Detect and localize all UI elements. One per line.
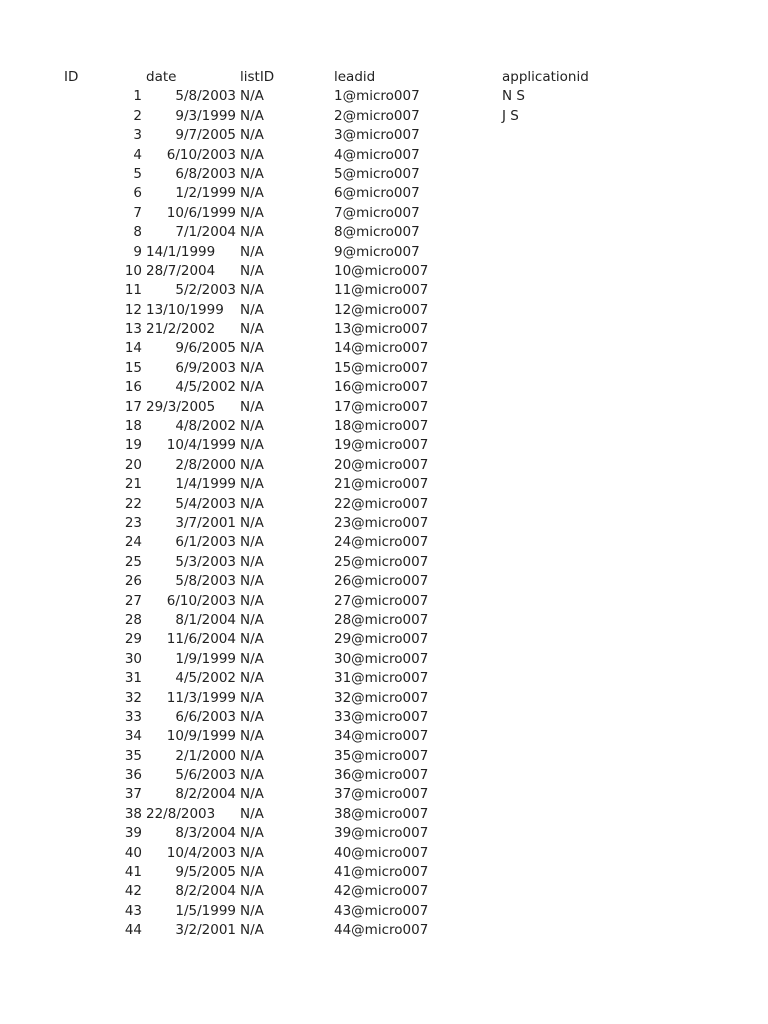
cell-listid: N/A [240, 922, 264, 939]
cell-leadid: 39@micro007 [334, 825, 429, 842]
cell-listid: N/A [240, 902, 264, 919]
column-header-applicationid: applicationid [502, 69, 589, 85]
cell-listid: N/A [240, 418, 264, 435]
cell-listid: N/A [240, 883, 264, 900]
column-header-date: date [146, 69, 177, 85]
cell-id: 43 [124, 902, 142, 919]
cell-date: 9/3/1999 [175, 107, 236, 124]
cell-id: 36 [124, 767, 142, 784]
table-row [0, 417, 768, 436]
cell-date: 3/2/2001 [175, 922, 236, 939]
table-row [0, 223, 768, 242]
cell-date: 6/10/2003 [166, 146, 236, 163]
cell-date: 4/5/2002 [175, 379, 236, 396]
cell-leadid: 35@micro007 [334, 747, 429, 764]
cell-date: 6/6/2003 [175, 708, 236, 725]
cell-date: 11/6/2004 [166, 631, 236, 648]
cell-date: 10/6/1999 [166, 204, 236, 221]
table-row [0, 863, 768, 882]
cell-id: 8 [133, 224, 142, 241]
cell-leadid: 8@micro007 [334, 224, 420, 241]
table-row [0, 107, 768, 126]
cell-date: 1/2/1999 [175, 185, 236, 202]
cell-date: 3/7/2001 [175, 514, 236, 531]
table-row [0, 785, 768, 804]
cell-listid: N/A [240, 573, 264, 590]
cell-date: 5/3/2003 [175, 553, 236, 570]
table-row [0, 727, 768, 746]
cell-id: 2 [133, 107, 142, 124]
cell-date: 8/1/2004 [175, 611, 236, 628]
table-row [0, 766, 768, 785]
cell-leadid: 31@micro007 [334, 670, 429, 687]
table-row [0, 747, 768, 766]
cell-listid: N/A [240, 340, 264, 357]
cell-date: 2/8/2000 [175, 456, 236, 473]
cell-id: 18 [124, 418, 142, 435]
cell-listid: N/A [240, 670, 264, 687]
cell-leadid: 42@micro007 [334, 883, 429, 900]
cell-date: 21/2/2002 [146, 321, 216, 338]
cell-leadid: 40@micro007 [334, 844, 429, 861]
cell-date: 29/3/2005 [146, 398, 216, 415]
cell-id: 11 [124, 282, 142, 299]
cell-listid: N/A [240, 107, 264, 124]
cell-date: 10/4/1999 [166, 437, 236, 454]
cell-id: 23 [124, 514, 142, 531]
cell-listid: N/A [240, 185, 264, 202]
table-row [0, 301, 768, 320]
cell-date: 5/6/2003 [175, 767, 236, 784]
cell-date: 5/8/2003 [175, 573, 236, 590]
cell-id: 27 [124, 592, 142, 609]
cell-id: 16 [124, 379, 142, 396]
cell-date: 6/8/2003 [175, 165, 236, 182]
column-header-id: ID [64, 69, 79, 85]
table-row [0, 475, 768, 494]
cell-listid: N/A [240, 514, 264, 531]
cell-date: 9/7/2005 [175, 127, 236, 144]
table-row [0, 126, 768, 145]
cell-leadid: 44@micro007 [334, 922, 429, 939]
table-row [0, 359, 768, 378]
cell-id: 25 [124, 553, 142, 570]
cell-leadid: 14@micro007 [334, 340, 429, 357]
cell-leadid: 28@micro007 [334, 611, 429, 628]
cell-listid: N/A [240, 301, 264, 318]
table-row [0, 146, 768, 165]
cell-id: 35 [124, 747, 142, 764]
cell-id: 42 [124, 883, 142, 900]
cell-id: 44 [124, 922, 142, 939]
cell-leadid: 32@micro007 [334, 689, 429, 706]
cell-date: 6/9/2003 [175, 359, 236, 376]
cell-listid: N/A [240, 864, 264, 881]
cell-listid: N/A [240, 728, 264, 745]
cell-date: 6/1/2003 [175, 534, 236, 551]
table-row [0, 805, 768, 824]
cell-date: 10/9/1999 [166, 728, 236, 745]
cell-date: 4/8/2002 [175, 418, 236, 435]
cell-id: 4 [133, 146, 142, 163]
cell-listid: N/A [240, 689, 264, 706]
cell-id: 12 [124, 301, 142, 318]
cell-listid: N/A [240, 437, 264, 454]
cell-date: 9/6/2005 [175, 340, 236, 357]
cell-leadid: 15@micro007 [334, 359, 429, 376]
cell-listid: N/A [240, 88, 264, 105]
table-row [0, 630, 768, 649]
cell-date: 11/3/1999 [166, 689, 236, 706]
cell-leadid: 17@micro007 [334, 398, 429, 415]
cell-leadid: 41@micro007 [334, 864, 429, 881]
table-row [0, 165, 768, 184]
cell-id: 30 [124, 650, 142, 667]
table-row [0, 708, 768, 727]
cell-date: 5/2/2003 [175, 282, 236, 299]
cell-leadid: 7@micro007 [334, 204, 420, 221]
column-header-leadid: leadid [334, 69, 376, 85]
table-row [0, 398, 768, 417]
cell-id: 17 [124, 398, 142, 415]
cell-leadid: 19@micro007 [334, 437, 429, 454]
cell-leadid: 26@micro007 [334, 573, 429, 590]
cell-listid: N/A [240, 146, 264, 163]
cell-listid: N/A [240, 825, 264, 842]
cell-leadid: 38@micro007 [334, 805, 429, 822]
table-row [0, 844, 768, 863]
cell-date: 13/10/1999 [146, 301, 224, 318]
cell-leadid: 29@micro007 [334, 631, 429, 648]
cell-leadid: 30@micro007 [334, 650, 429, 667]
cell-applicationid: J S [502, 107, 519, 124]
cell-id: 3 [133, 127, 142, 144]
cell-listid: N/A [240, 127, 264, 144]
cell-id: 28 [124, 611, 142, 628]
cell-id: 33 [124, 708, 142, 725]
cell-id: 14 [124, 340, 142, 357]
cell-date: 1/9/1999 [175, 650, 236, 667]
cell-date: 6/10/2003 [166, 592, 236, 609]
cell-date: 1/4/1999 [175, 476, 236, 493]
table-row [0, 553, 768, 572]
table-row [0, 436, 768, 455]
cell-leadid: 1@micro007 [334, 88, 420, 105]
table-row [0, 184, 768, 203]
table-row [0, 650, 768, 669]
cell-id: 40 [124, 844, 142, 861]
table-row [0, 339, 768, 358]
cell-date: 8/2/2004 [175, 883, 236, 900]
cell-id: 39 [124, 825, 142, 842]
cell-date: 28/7/2004 [146, 262, 216, 279]
cell-id: 38 [124, 805, 142, 822]
cell-listid: N/A [240, 708, 264, 725]
cell-date: 22/8/2003 [146, 805, 216, 822]
cell-listid: N/A [240, 786, 264, 803]
cell-date: 8/2/2004 [175, 786, 236, 803]
cell-applicationid: N S [502, 88, 525, 105]
table-row [0, 572, 768, 591]
table-row [0, 669, 768, 688]
cell-leadid: 16@micro007 [334, 379, 429, 396]
table-row [0, 824, 768, 843]
cell-leadid: 9@micro007 [334, 243, 420, 260]
cell-leadid: 3@micro007 [334, 127, 420, 144]
cell-leadid: 10@micro007 [334, 262, 429, 279]
cell-date: 1/5/1999 [175, 902, 236, 919]
cell-id: 9 [133, 243, 142, 260]
table-row [0, 320, 768, 339]
cell-id: 22 [124, 495, 142, 512]
data-table [0, 68, 768, 941]
cell-id: 34 [124, 728, 142, 745]
table-row [0, 495, 768, 514]
cell-id: 20 [124, 456, 142, 473]
cell-leadid: 27@micro007 [334, 592, 429, 609]
cell-id: 15 [124, 359, 142, 376]
cell-date: 9/5/2005 [175, 864, 236, 881]
cell-date: 2/1/2000 [175, 747, 236, 764]
cell-id: 19 [124, 437, 142, 454]
cell-listid: N/A [240, 204, 264, 221]
cell-date: 8/3/2004 [175, 825, 236, 842]
cell-listid: N/A [240, 262, 264, 279]
cell-leadid: 21@micro007 [334, 476, 429, 493]
cell-listid: N/A [240, 631, 264, 648]
cell-id: 26 [124, 573, 142, 590]
cell-date: 4/5/2002 [175, 670, 236, 687]
cell-listid: N/A [240, 282, 264, 299]
table-row [0, 611, 768, 630]
cell-leadid: 33@micro007 [334, 708, 429, 725]
cell-listid: N/A [240, 592, 264, 609]
cell-listid: N/A [240, 398, 264, 415]
cell-leadid: 2@micro007 [334, 107, 420, 124]
table-body [0, 87, 768, 940]
cell-listid: N/A [240, 243, 264, 260]
table-row [0, 243, 768, 262]
cell-listid: N/A [240, 495, 264, 512]
table-row [0, 514, 768, 533]
cell-id: 29 [124, 631, 142, 648]
table-row [0, 87, 768, 106]
table-row [0, 533, 768, 552]
cell-id: 7 [133, 204, 142, 221]
cell-leadid: 37@micro007 [334, 786, 429, 803]
cell-listid: N/A [240, 456, 264, 473]
cell-leadid: 23@micro007 [334, 514, 429, 531]
table-row [0, 689, 768, 708]
cell-leadid: 24@micro007 [334, 534, 429, 551]
cell-date: 10/4/2003 [166, 844, 236, 861]
cell-leadid: 22@micro007 [334, 495, 429, 512]
cell-listid: N/A [240, 553, 264, 570]
cell-leadid: 13@micro007 [334, 321, 429, 338]
table-row [0, 921, 768, 940]
table-row [0, 281, 768, 300]
cell-leadid: 34@micro007 [334, 728, 429, 745]
cell-id: 21 [124, 476, 142, 493]
cell-id: 32 [124, 689, 142, 706]
cell-leadid: 20@micro007 [334, 456, 429, 473]
cell-date: 7/1/2004 [175, 224, 236, 241]
column-header-listid: listID [240, 69, 275, 85]
table-row [0, 456, 768, 475]
cell-listid: N/A [240, 747, 264, 764]
cell-listid: N/A [240, 844, 264, 861]
table-row [0, 592, 768, 611]
cell-listid: N/A [240, 224, 264, 241]
cell-listid: N/A [240, 379, 264, 396]
table-row [0, 262, 768, 281]
cell-listid: N/A [240, 534, 264, 551]
cell-listid: N/A [240, 165, 264, 182]
cell-listid: N/A [240, 359, 264, 376]
cell-id: 5 [133, 165, 142, 182]
cell-id: 24 [124, 534, 142, 551]
cell-date: 5/8/2003 [175, 88, 236, 105]
cell-leadid: 25@micro007 [334, 553, 429, 570]
cell-date: 14/1/1999 [146, 243, 216, 260]
cell-leadid: 18@micro007 [334, 418, 429, 435]
cell-leadid: 4@micro007 [334, 146, 420, 163]
cell-id: 10 [124, 262, 142, 279]
table-row [0, 204, 768, 223]
table-row [0, 378, 768, 397]
cell-id: 37 [124, 786, 142, 803]
cell-id: 6 [133, 185, 142, 202]
cell-id: 1 [133, 88, 142, 105]
cell-id: 13 [124, 321, 142, 338]
cell-id: 41 [124, 864, 142, 881]
table-header-row [0, 68, 768, 87]
cell-listid: N/A [240, 805, 264, 822]
cell-date: 5/4/2003 [175, 495, 236, 512]
cell-leadid: 43@micro007 [334, 902, 429, 919]
cell-listid: N/A [240, 476, 264, 493]
table-row [0, 902, 768, 921]
cell-id: 31 [124, 670, 142, 687]
cell-leadid: 12@micro007 [334, 301, 429, 318]
cell-leadid: 36@micro007 [334, 767, 429, 784]
table-row [0, 882, 768, 901]
cell-leadid: 6@micro007 [334, 185, 420, 202]
cell-leadid: 5@micro007 [334, 165, 420, 182]
cell-listid: N/A [240, 767, 264, 784]
cell-listid: N/A [240, 650, 264, 667]
cell-listid: N/A [240, 611, 264, 628]
cell-leadid: 11@micro007 [334, 282, 429, 299]
cell-listid: N/A [240, 321, 264, 338]
